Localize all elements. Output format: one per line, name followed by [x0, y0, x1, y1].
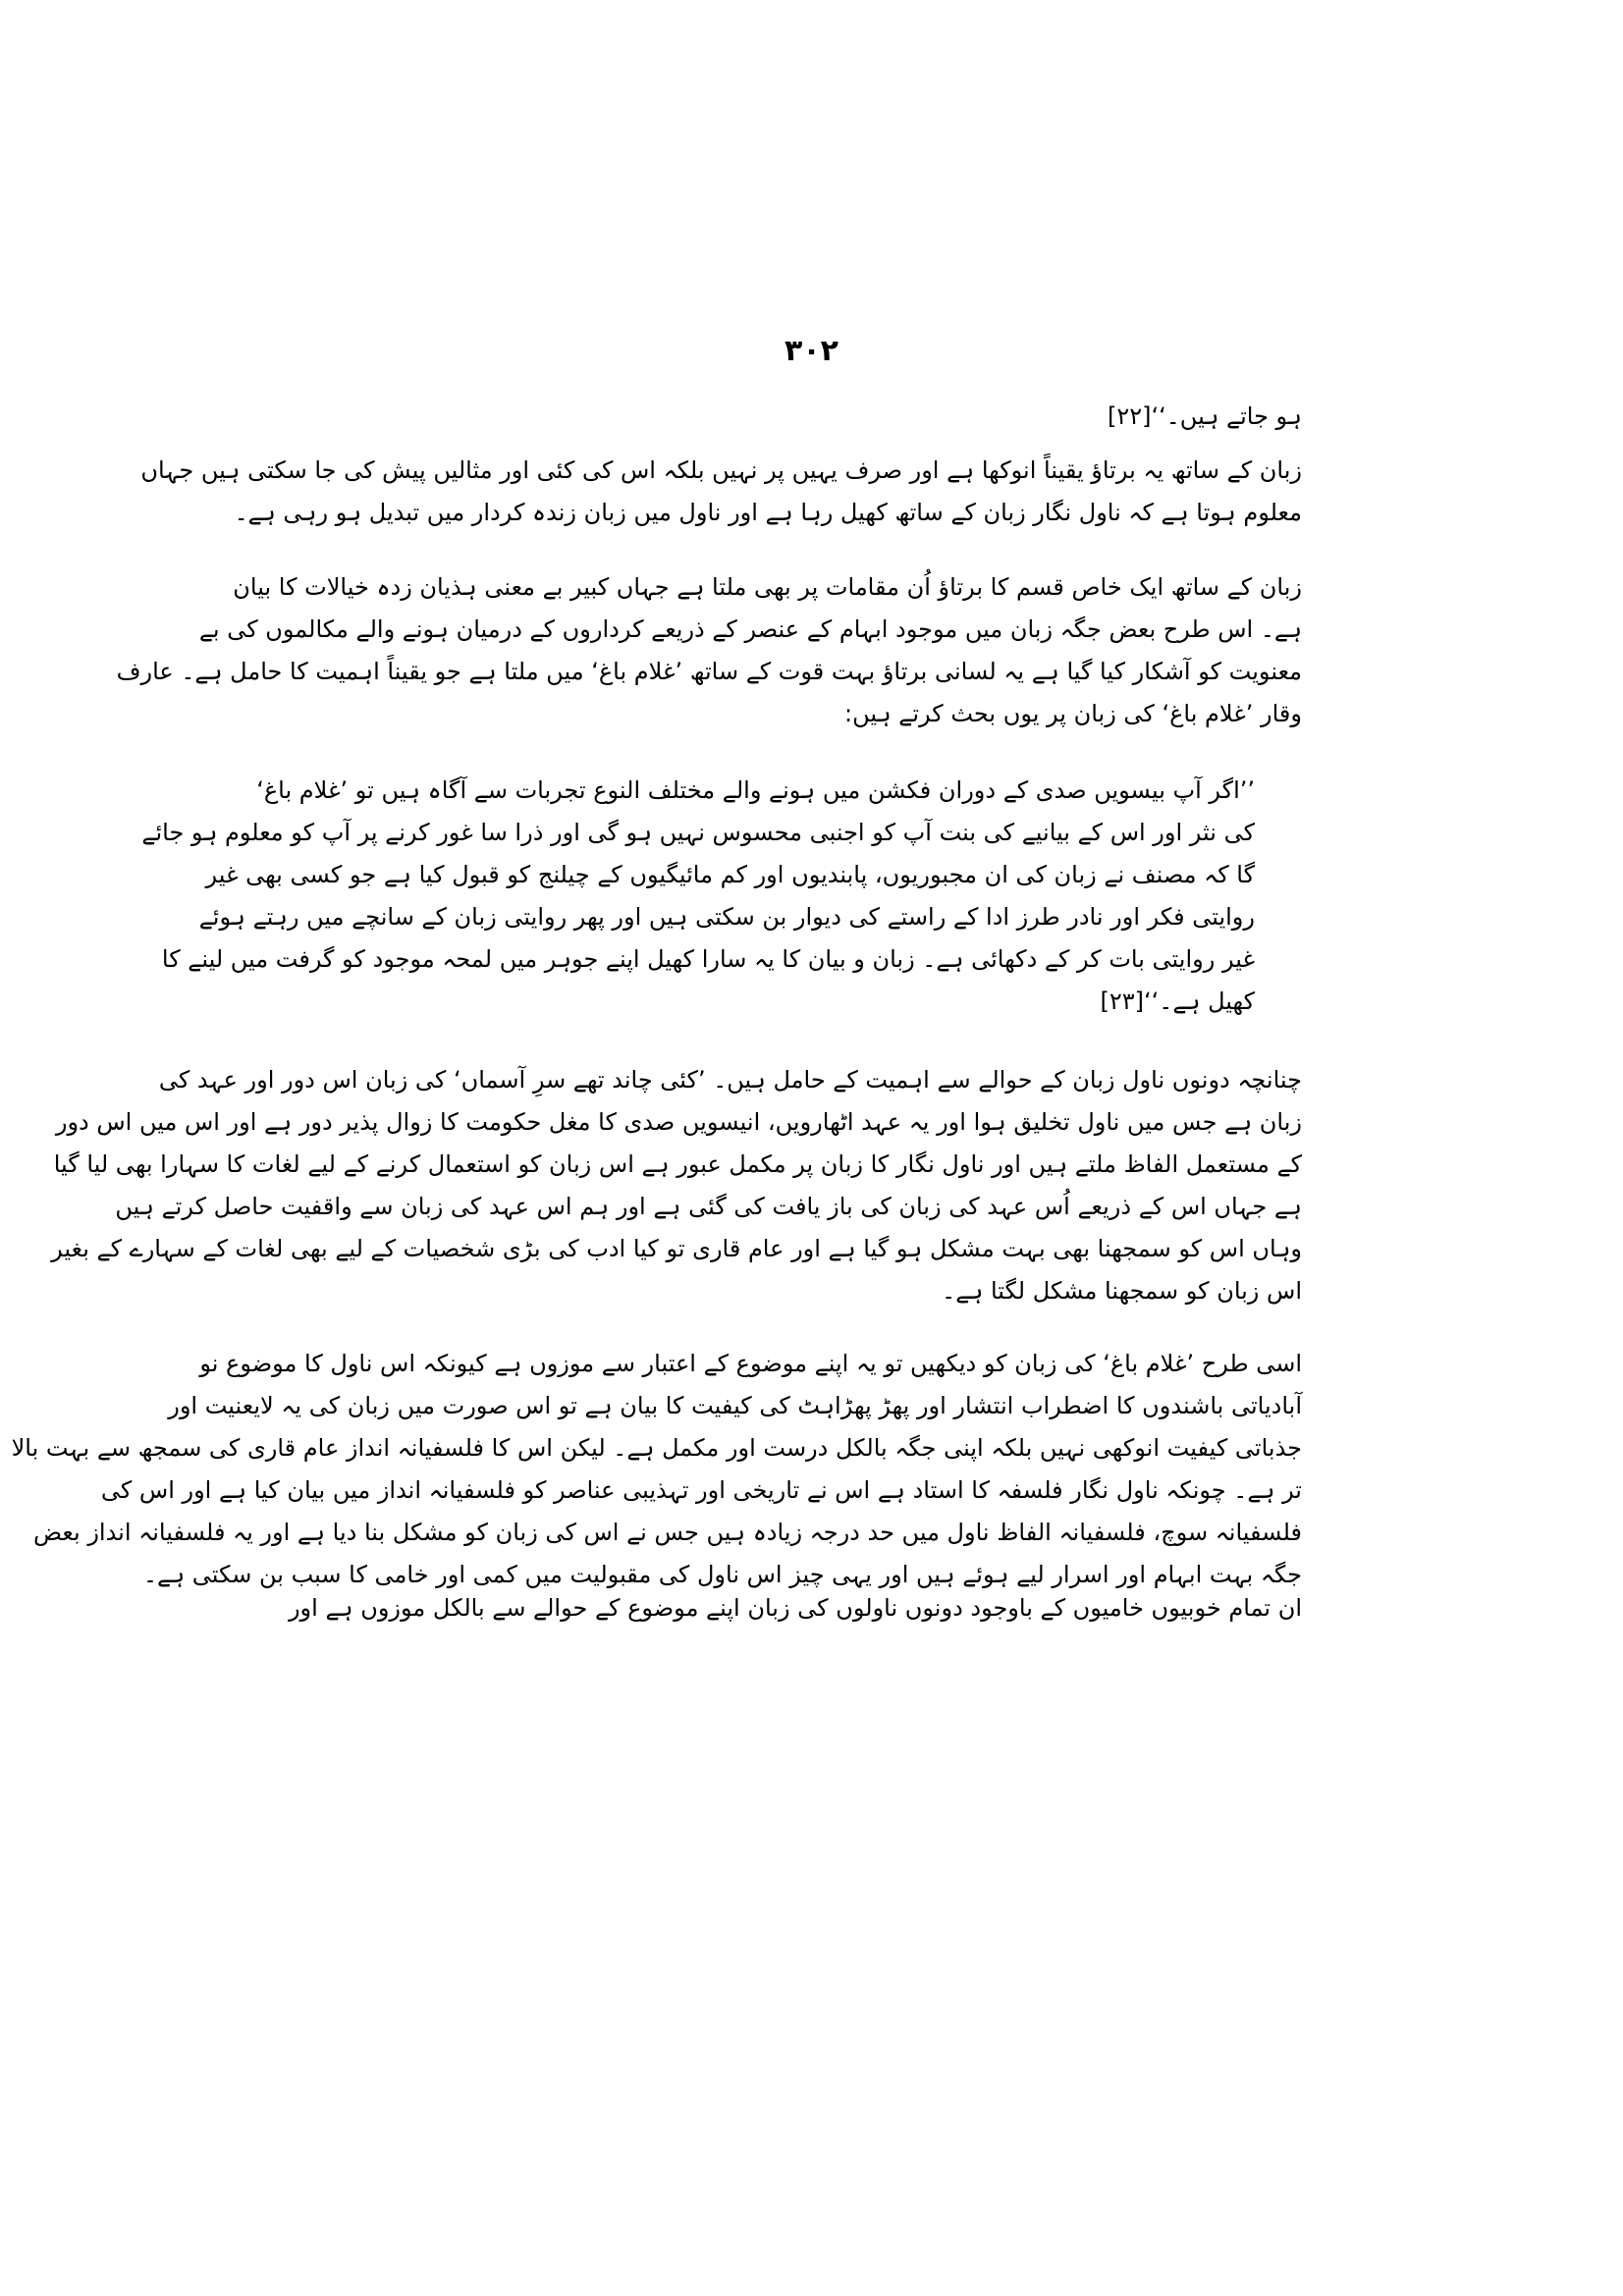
text-line: زبان کے ساتھ ایک خاص قسم کا برتاؤ اُن مقامات پر بھی ملتا ہے جہاں کبیر بے معنی ہذیان زدہ خیالات کا بیان	[233, 573, 1302, 601]
quote-line: روایتی فکر اور نادر طرز ادا کے راستے کی دیوار بن سکتی ہیں اور پھر روایتی زبان کے سانچے میں رہتے ہوئے	[198, 903, 1255, 931]
text-line: وہاں اس کو سمجھنا بھی بہت مشکل ہو گیا ہے اور عام قاری تو کیا ادب کی بڑی شخصیات کے لیے بھی لغات کے سہارے کے بغیر	[51, 1235, 1302, 1262]
text-line: چنانچہ دونوں ناول زبان کے حوالے سے اہمیت کے حامل ہیں۔ ’کئی چاند تھے سرِ آسماں‘ کی زبان اس دور اور عہد کی	[158, 1066, 1302, 1094]
quote-line: ’’اگر آپ بیسویں صدی کے دوران فکشن میں ہونے والے مختلف النوع تجربات سے آگاہ ہیں تو ’غلام باغ‘	[256, 776, 1255, 804]
text-line: جگہ بہت ابہام اور اسرار لیے ہوئے ہیں اور یہی چیز اس ناول کی مقبولیت میں کمی اور خامی کا سبب بن سکتی ہے۔	[142, 1561, 1302, 1588]
paragraph-5	[288, 1587, 1302, 1629]
paragraph-2	[116, 566, 1302, 735]
continuation-line	[312, 396, 1302, 438]
text-line: کے مستعمل الفاظ ملتے ہیں اور ناول نگار کا زبان پر مکمل عبور ہے اس زبان کو استعمال کرنے کے لیے لغات کا سہارا بھی لیا گیا	[53, 1150, 1302, 1178]
text-line: اس زبان کو سمجھنا مشکل لگتا ہے۔	[942, 1277, 1302, 1305]
quote-line: کھیل ہے۔‘‘[۲۳]	[1100, 988, 1255, 1015]
text-line: زبان ہے جس میں ناول تخلیق ہوا اور یہ عہد اٹھارویں، انیسویں صدی کا مغل حکومت کا زوال پذیر دور ہے اور اس میں اس دور	[55, 1108, 1302, 1136]
text-line: معلوم ہوتا ہے کہ ناول نگار زبان کے ساتھ کھیل رہا ہے اور ناول میں زبان زندہ کردار میں تبدیل ہو رہی ہے۔	[234, 499, 1302, 526]
quote-line: کی نثر اور اس کے بیانیے کی بنت آپ کو اجنبی محسوس نہیں ہو گی اور ذرا سا غور کرنے پر آپ کو معلوم ہو جائے	[141, 819, 1255, 846]
text-line: ان تمام خوبیوں خامیوں کے باوجود دونوں ناولوں کی زبان اپنے موضوع کے حوالے سے بالکل موزوں ہے اور	[288, 1594, 1302, 1622]
page-number: ۳۰۲	[784, 334, 839, 368]
text-line: ہے جہاں اس کے ذریعے اُس عہد کی زبان کی باز یافت کی گئی ہے اور ہم اس عہد کی زبان سے واقفیت حاصل کرتے ہیں	[115, 1193, 1302, 1220]
text-line: ہو جاتے ہیں۔‘‘[۲۲]	[1107, 402, 1302, 430]
paragraph-4	[11, 1343, 1302, 1596]
quote-line: گا کہ مصنف نے زبان کی ان مجبوریوں، پابندیوں اور کم مائیگیوں کے چیلنج کو قبول کیا ہے جو کسی بھی غیر	[205, 861, 1255, 888]
quote-line: غیر روایتی بات کر کے دکھائی ہے۔ زبان و بیان کا یہ سارا کھیل اپنے جوہر میں لمحہ موجود کو گرفت میں لینے کا	[161, 945, 1255, 973]
paragraph-1	[140, 450, 1302, 534]
text-line: فلسفیانہ سوچ، فلسفیانہ الفاظ ناول میں حد درجہ زیادہ ہیں جس نے اس کی زبان کو مشکل بنا دیا ہے اور یہ فلسفیانہ انداز بعض	[33, 1519, 1302, 1546]
text-line: زبان کے ساتھ یہ برتاؤ یقیناً انوکھا ہے اور صرف یہیں پر نہیں بلکہ اس کی کئی اور مثالیں پیش کی جا سکتی ہیں جہاں	[140, 456, 1302, 484]
text-line: آبادیاتی باشندوں کا اضطراب انتشار اور پھڑ پھڑاہٹ کی کیفیت کا بیان ہے تو اس صورت میں زبان کی یہ لایعنیت اور	[168, 1392, 1302, 1419]
paragraph-3	[51, 1059, 1302, 1312]
text-line: تر ہے۔ چونکہ ناول نگار فلسفہ کا استاد ہے اس نے تاریخی اور تہذیبی عناصر کو فلسفیانہ انداز میں بیان کیا ہے اور اس کی	[100, 1476, 1302, 1504]
block-quote	[141, 770, 1255, 1023]
text-line: جذباتی کیفیت انوکھی نہیں بلکہ اپنی جگہ بالکل درست اور مکمل ہے۔ لیکن اس کا فلسفیانہ انداز عام قاری کی سمجھ سے بہت بالا	[11, 1434, 1302, 1462]
text-line: اسی طرح ’غلام باغ‘ کی زبان کو دیکھیں تو یہ اپنے موضوع کے اعتبار سے موزوں ہے کیونکہ اس ناول کا موضوع نو	[199, 1350, 1302, 1377]
text-line: وقار ’غلام باغ‘ کی زبان پر یوں بحث کرتے ہیں:	[844, 700, 1302, 727]
text-line: معنویت کو آشکار کیا گیا ہے یہ لسانی برتاؤ بہت قوت کے ساتھ ’غلام باغ‘ میں ملتا ہے جو یقیناً اہمیت کا حامل ہے۔ عارف	[116, 658, 1302, 685]
text-line: ہے۔ اس طرح بعض جگہ زبان میں موجود ابہام کے عنصر کے ذریعے کرداروں کے درمیان ہونے والے مکالموں کی بے	[198, 615, 1302, 643]
